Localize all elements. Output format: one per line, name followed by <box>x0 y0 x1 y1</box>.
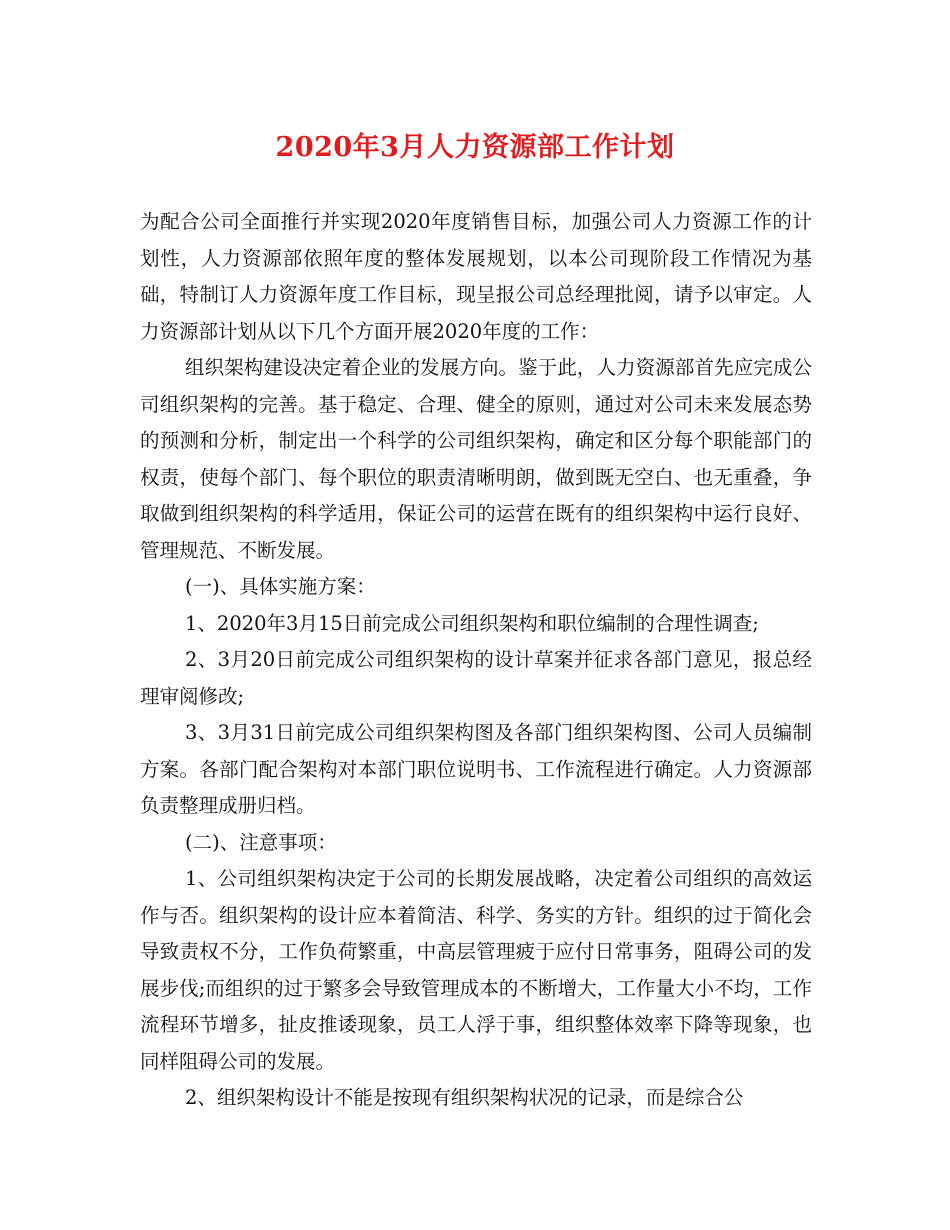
list-item-note-2: 2、组织架构设计不能是按现有组织架构状况的记录，而是综合公 <box>185 1086 744 1109</box>
document-title: 2020年3月人力资源部工作计划 <box>275 132 675 163</box>
document-body <box>140 204 812 1117</box>
list-item-step-2: 2、3月20日前完成公司组织架构的设计草案并征求各部门意见，报总经理审阅修改; <box>140 648 812 708</box>
list-item-step-1: 1、2020年3月15日前完成公司组织架构和职位编制的合理性调查; <box>185 611 759 635</box>
paragraph-org-structure: 组织架构建设决定着企业的发展方向。鉴于此，人力资源部首先应完成公司组织架构的完善。基于稳定、合理、健全的原则，通过对公司未来发展态势的预测和分析，制定出一个科学的公司组织架构，确定和区分每个职能部门的权责，使每个部门、每个职位的职责清晰明朗，做到既无空白、也无重叠，争取做到组织架构的科学适用，保证公司的运营在既有的组织架构中运行良好、管理规范、不断发展。 <box>140 356 812 562</box>
list-item-note-1: 1、公司组织架构决定于公司的长期发展战略，决定着公司组织的高效运作与否。组织架构的设计应本着简洁、科学、务实的方针。组织的过于简化会导致责权不分，工作负荷繁重，中高层管理疲于应付日常事务，阻碍公司的发展步伐;而组织的过于繁多会导致管理成本的不断增大，工作量大小不均，工作流程环节增多，扯皮推诿现象，员工人浮于事，组织整体效率下降等现象，也同样阻碍公司的发展。 <box>140 867 812 1073</box>
section-heading-implementation: (一)、具体实施方案： <box>185 575 376 598</box>
list-item-step-3: 3、3月31日前完成公司组织架构图及各部门组织架构图、公司人员编制方案。各部门配合架构对本部门职位说明书、工作流程进行确定。人力资源部负责整理成册归档。 <box>140 721 812 817</box>
section-heading-notes: (二)、注意事项： <box>185 830 337 854</box>
paragraph-intro: 为配合公司全面推行并实现2020年度销售目标，加强公司人力资源工作的计划性，人力资源部依照年度的整体发展规划，以本公司现阶段工作情况为基础，特制订人力资源年度工作目标，现呈报公司总经理批阅，请予以审定。人力资源部计划从以下几个方面开展2020年度的工作： <box>140 210 812 343</box>
